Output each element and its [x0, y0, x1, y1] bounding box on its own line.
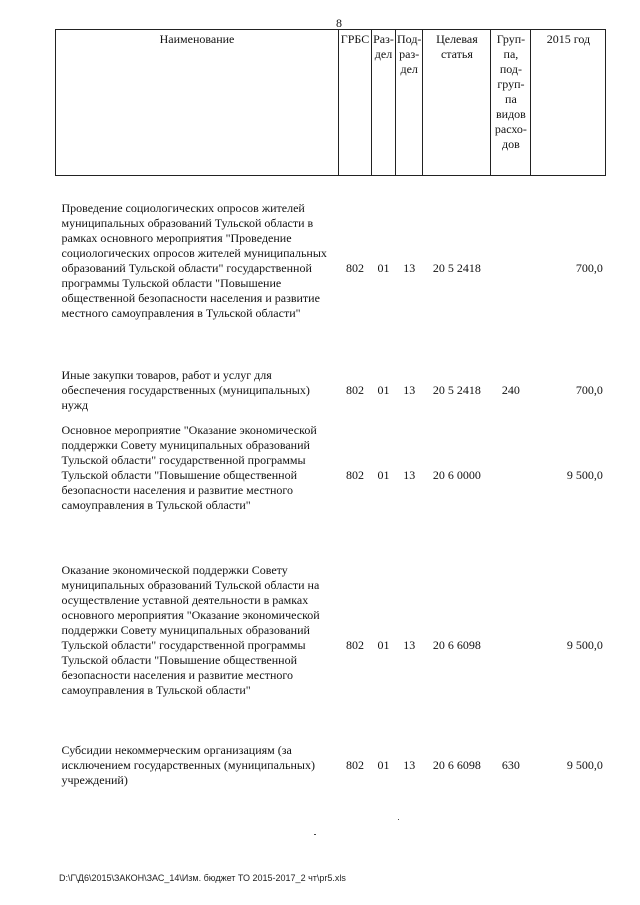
row-name: Проведение социологических опросов жителей муниципальных образований Тульской области в рамках основного мероприятия "Проведение социологических опросов жителей муниципальных образований Тульской области" государственной программы Тульской области "Повышение общественной безопасности населения и развитие местного самоуправления в Тульской области" [61, 200, 327, 320]
row-amount: 700,0 [575, 382, 603, 397]
file-path-footer: D:\Г\Д6\2015\ЗАКОН\ЗАС_14\Изм. бюджет ТО 2015-2017_2 чт\pr5.xls [59, 873, 346, 883]
row-name: Субсидии некоммерческим организациям (за исключением государственных (муниципальных) учреждений) [61, 742, 315, 787]
scan-speck [398, 819, 399, 820]
row-podrazdel: 13 [403, 382, 416, 397]
row-amount: 9 500,0 [566, 757, 603, 772]
header-grbs: ГРБС [339, 30, 372, 176]
row-podrazdel: 13 [403, 637, 416, 652]
row-razdel: 01 [377, 467, 390, 482]
table-row [56, 201, 606, 356]
row-name: Основное мероприятие "Оказание экономической поддержки Совету муниципальных образований Тульской области" государственной программы Тульской области "Повышение общественной безопасности населения и развитие местного самоуправления в Тульской области" [61, 422, 317, 512]
row-name: Иные закупки товаров, работ и услуг для обеспечения государственных (муниципальных) нужд [61, 367, 310, 412]
row-group [491, 201, 531, 356]
row-podrazdel: 13 [403, 757, 416, 772]
budget-table [55, 29, 606, 798]
header-group: Груп- па, под- груп- па видов расхо- дов [491, 30, 531, 176]
row-amount: 700,0 [575, 260, 603, 275]
row-group [491, 423, 531, 548]
row-group: 240 [501, 382, 520, 397]
row-name: Оказание экономической поддержки Совету муниципальных образований Тульской области на осуществление уставной деятельности в рамках основного мероприятия "Оказание экономической поддержки Совету муниципальных образований Тульской области" государственной программы Тульской области "Повышение общественной безопасности населения и развитие местного самоуправления в Тульской области" [61, 562, 320, 697]
row-target: 20 5 2418 [432, 382, 481, 397]
row-group [491, 563, 531, 743]
row-razdel: 01 [377, 757, 390, 772]
row-razdel: 01 [377, 260, 390, 275]
header-year: 2015 год [531, 30, 606, 176]
row-grbs: 802 [346, 637, 364, 652]
header-target: Целевая статья [423, 30, 491, 176]
row-razdel: 01 [377, 637, 390, 652]
row-amount: 9 500,0 [566, 467, 603, 482]
table-row [56, 368, 606, 423]
row-podrazdel: 13 [403, 260, 416, 275]
header-podrazdel: Под- раз- дел [396, 30, 423, 176]
row-amount: 9 500,0 [566, 637, 603, 652]
table-body [56, 176, 606, 798]
row-target: 20 5 2418 [432, 260, 481, 275]
row-target: 20 6 0000 [432, 467, 481, 482]
row-grbs: 802 [346, 260, 364, 275]
page-number: 8 [336, 16, 342, 30]
table-header [56, 30, 606, 176]
row-target: 20 6 6098 [432, 757, 481, 772]
row-target: 20 6 6098 [432, 637, 481, 652]
header-name: Наименование [56, 30, 339, 176]
row-group: 630 [501, 757, 520, 772]
scan-speck [314, 834, 316, 835]
row-grbs: 802 [346, 757, 364, 772]
table-row [56, 743, 606, 798]
table-row [56, 563, 606, 743]
row-grbs: 802 [346, 467, 364, 482]
row-razdel: 01 [377, 382, 390, 397]
table-row [56, 423, 606, 548]
row-grbs: 802 [346, 382, 364, 397]
row-podrazdel: 13 [403, 467, 416, 482]
header-razdel: Раз- дел [372, 30, 396, 176]
